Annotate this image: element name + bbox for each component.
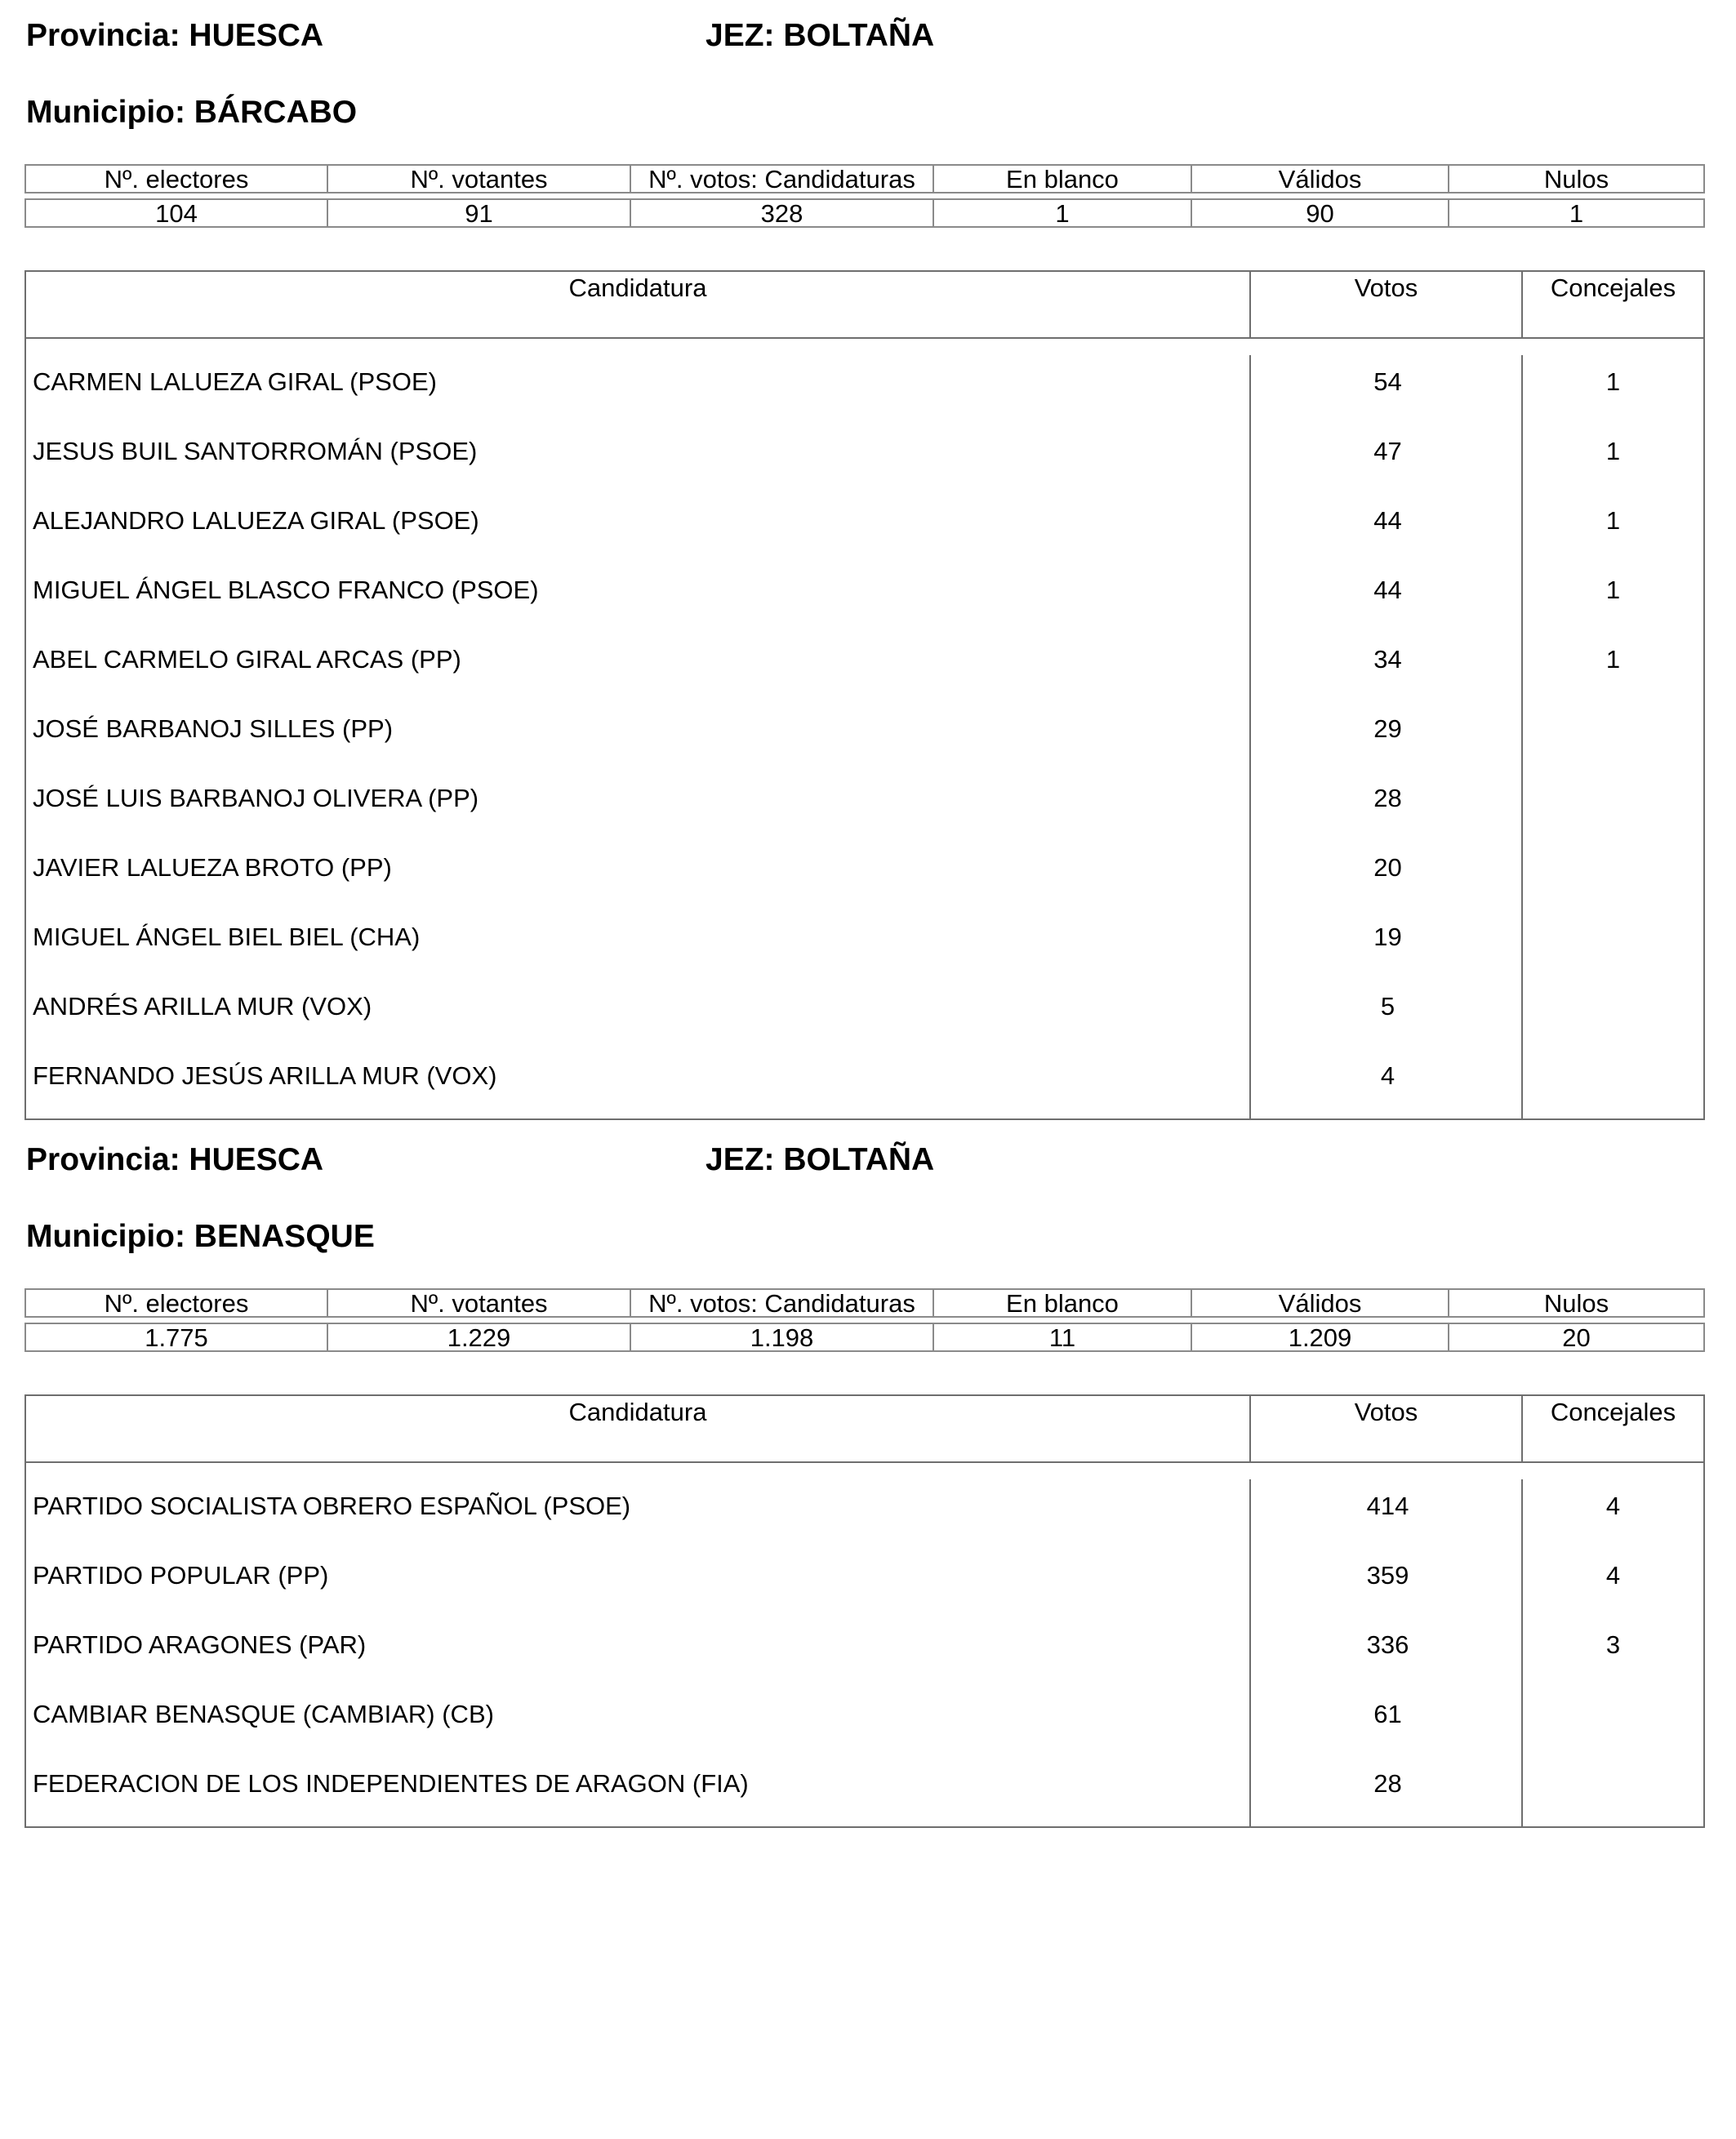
candidate-name: PARTIDO SOCIALISTA OBRERO ESPAÑOL (PSOE) [26, 1479, 1251, 1549]
summary-header-votos-candidaturas: Nº. votos: Candidaturas [631, 1290, 934, 1316]
table-row [26, 494, 1703, 563]
candidate-seats [1523, 841, 1703, 910]
candidate-votes: 54 [1251, 355, 1523, 425]
candidate-name: PARTIDO ARAGONES (PAR) [26, 1618, 1251, 1688]
table-row [26, 1757, 1703, 1826]
candidate-seats: 1 [1605, 576, 1621, 604]
candidate-seats [1523, 910, 1703, 980]
candidate-name: MIGUEL ÁNGEL BLASCO FRANCO (PSOE) [26, 563, 1251, 633]
candidate-votes: 44 [1251, 563, 1523, 633]
jez-heading: JEZ: BOLTAÑA [706, 1142, 935, 1177]
candidate-seats: 4 [1605, 1561, 1621, 1590]
summary-header-en-blanco: En blanco [934, 1290, 1192, 1316]
summary-value-votos-candidaturas: 1.198 [631, 1324, 934, 1350]
table-row [26, 841, 1703, 910]
candidate-name: FERNANDO JESÚS ARILLA MUR (VOX) [26, 1049, 1251, 1118]
summary-value-nulos: 1 [1569, 199, 1584, 228]
summary-values-row [24, 1323, 1705, 1352]
summary-value-electores: 104 [26, 200, 328, 226]
candidates-header-row [26, 272, 1703, 339]
header-concejales: Concejales [1550, 1398, 1676, 1426]
candidate-seats [1523, 1049, 1703, 1118]
header-candidatura: Candidatura [26, 1396, 1251, 1461]
candidate-votes: 5 [1251, 980, 1523, 1049]
candidate-votes: 4 [1251, 1049, 1523, 1118]
summary-header-nulos: Nulos [1543, 1289, 1609, 1318]
table-row [26, 980, 1703, 1049]
summary-header-validos: Válidos [1192, 1290, 1449, 1316]
candidate-votes: 61 [1251, 1688, 1523, 1757]
summary-value-validos: 90 [1192, 200, 1449, 226]
candidate-seats [1523, 1688, 1703, 1757]
summary-value-votantes: 91 [328, 200, 631, 226]
provincia-heading: Provincia: HUESCA [26, 1142, 324, 1177]
candidate-name: ABEL CARMELO GIRAL ARCAS (PP) [26, 633, 1251, 702]
summary-value-en-blanco: 11 [934, 1324, 1192, 1350]
candidate-votes: 29 [1251, 702, 1523, 772]
candidate-name: FEDERACION DE LOS INDEPENDIENTES DE ARAGON (FIA) [26, 1757, 1251, 1826]
summary-value-nulos: 20 [1562, 1323, 1591, 1352]
candidate-votes: 359 [1251, 1549, 1523, 1618]
summary-header-en-blanco: En blanco [934, 166, 1192, 192]
header-votos: Votos [1251, 1396, 1523, 1461]
summary-value-validos: 1.209 [1192, 1324, 1449, 1350]
summary-table [24, 1288, 1705, 1352]
candidate-name: JAVIER LALUEZA BROTO (PP) [26, 841, 1251, 910]
candidate-seats: 1 [1605, 645, 1621, 674]
candidate-votes: 28 [1251, 772, 1523, 841]
provincia-heading: Provincia: HUESCA [26, 18, 324, 53]
summary-header-nulos: Nulos [1543, 165, 1609, 193]
summary-header-votantes: Nº. votantes [328, 1290, 631, 1316]
table-row [26, 1618, 1703, 1688]
summary-values-row [24, 198, 1705, 228]
candidate-name: CAMBIAR BENASQUE (CAMBIAR) (CB) [26, 1688, 1251, 1757]
candidate-name: ANDRÉS ARILLA MUR (VOX) [26, 980, 1251, 1049]
candidate-name: ALEJANDRO LALUEZA GIRAL (PSOE) [26, 494, 1251, 563]
candidate-votes: 28 [1251, 1757, 1523, 1826]
candidate-seats: 3 [1605, 1630, 1621, 1659]
candidate-seats: 4 [1605, 1492, 1621, 1520]
candidate-seats [1523, 702, 1703, 772]
candidate-seats: 1 [1605, 437, 1621, 465]
summary-value-votos-candidaturas: 328 [631, 200, 934, 226]
candidate-seats [1523, 980, 1703, 1049]
candidate-seats [1523, 1757, 1703, 1826]
candidate-name: JOSÉ LUIS BARBANOJ OLIVERA (PP) [26, 772, 1251, 841]
summary-value-electores: 1.775 [26, 1324, 328, 1350]
candidates-table [24, 1394, 1705, 1828]
candidate-name: JOSÉ BARBANOJ SILLES (PP) [26, 702, 1251, 772]
summary-header-validos: Válidos [1192, 166, 1449, 192]
summary-header-row [24, 164, 1705, 193]
candidate-votes: 336 [1251, 1618, 1523, 1688]
jez-heading: JEZ: BOLTAÑA [706, 18, 935, 53]
summary-header-electores: Nº. electores [26, 1290, 328, 1316]
candidate-seats: 1 [1605, 367, 1621, 396]
candidate-votes: 34 [1251, 633, 1523, 702]
table-row [26, 1479, 1703, 1549]
candidate-name: JESUS BUIL SANTORROMÁN (PSOE) [26, 425, 1251, 494]
candidate-votes: 20 [1251, 841, 1523, 910]
municipio-heading: Municipio: BENASQUE [26, 1219, 375, 1254]
table-row [26, 355, 1703, 425]
summary-header-electores: Nº. electores [26, 166, 328, 192]
candidate-name: MIGUEL ÁNGEL BIEL BIEL (CHA) [26, 910, 1251, 980]
table-row [26, 772, 1703, 841]
summary-header-votos-candidaturas: Nº. votos: Candidaturas [631, 166, 934, 192]
candidate-votes: 47 [1251, 425, 1523, 494]
municipio-heading: Municipio: BÁRCABO [26, 95, 358, 130]
candidate-name: PARTIDO POPULAR (PP) [26, 1549, 1251, 1618]
summary-value-votantes: 1.229 [328, 1324, 631, 1350]
summary-header-votantes: Nº. votantes [328, 166, 631, 192]
header-concejales: Concejales [1550, 273, 1676, 302]
table-row [26, 702, 1703, 772]
candidates-header-row [26, 1396, 1703, 1463]
candidate-name: CARMEN LALUEZA GIRAL (PSOE) [26, 355, 1251, 425]
candidates-table [24, 270, 1705, 1120]
candidate-votes: 19 [1251, 910, 1523, 980]
summary-table [24, 164, 1705, 228]
table-row [26, 633, 1703, 702]
candidate-seats: 1 [1605, 506, 1621, 535]
table-row [26, 1549, 1703, 1618]
table-row [26, 1049, 1703, 1118]
table-row [26, 563, 1703, 633]
table-row [26, 425, 1703, 494]
candidate-votes: 414 [1251, 1479, 1523, 1549]
table-row [26, 1688, 1703, 1757]
candidate-seats [1523, 772, 1703, 841]
summary-header-row [24, 1288, 1705, 1318]
header-votos: Votos [1251, 272, 1523, 337]
candidate-votes: 44 [1251, 494, 1523, 563]
table-row [26, 910, 1703, 980]
header-candidatura: Candidatura [26, 272, 1251, 337]
summary-value-en-blanco: 1 [934, 200, 1192, 226]
